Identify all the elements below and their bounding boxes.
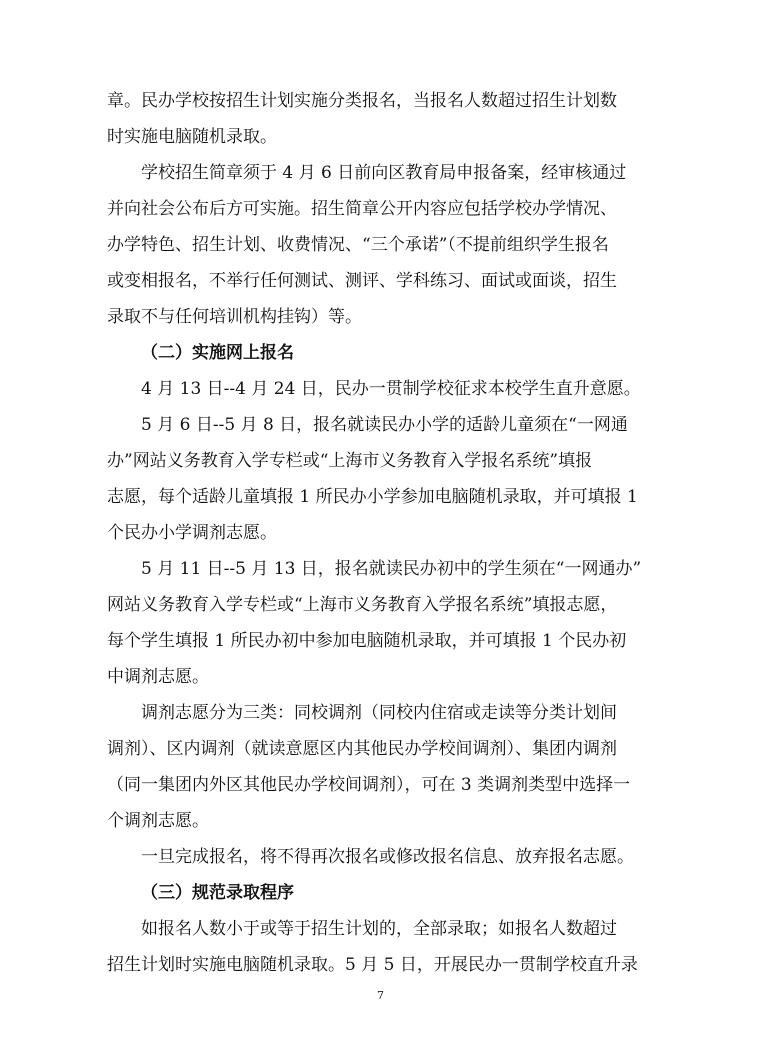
paragraph bbox=[107, 695, 663, 839]
text-line: 章。民办学校按招生计划实施分类报名，当报名人数超过招生计划数 bbox=[107, 91, 617, 111]
page-number: 7 bbox=[377, 989, 384, 1002]
text-line: 如报名人数小于或等于招生计划的，全部录取；如报名人数超过 bbox=[141, 919, 617, 939]
text-line: 或变相报名，不举行任何测试、测评、学科练习、面试或面谈，招生 bbox=[107, 271, 617, 291]
paragraph bbox=[107, 911, 663, 983]
text-line: 并向社会公布后方可实施。招生简章公开内容应包括学校办学情况、 bbox=[107, 199, 617, 219]
text-line: 志愿，每个适龄儿童填报 1 所民办小学参加电脑随机录取，并可填报 1 bbox=[107, 487, 638, 507]
text-line: （同一集团内外区其他民办学校间调剂），可在 3 类调剂类型中选择一 bbox=[107, 775, 631, 795]
text-line: 办”网站义务教育入学专栏或“上海市义务教育入学报名系统”填报 bbox=[107, 451, 593, 471]
text-line: 招生计划时实施电脑随机录取。5 月 5 日，开展民办一贯制学校直升录 bbox=[107, 955, 638, 975]
paragraph bbox=[107, 371, 663, 407]
paragraph bbox=[107, 407, 663, 551]
page-body bbox=[107, 83, 663, 983]
text-line: 调剂）、区内调剂（就读意愿区内其他民办学校间调剂）、集团内调剂 bbox=[107, 739, 617, 759]
section-heading bbox=[107, 875, 663, 911]
text-line: 调剂志愿分为三类：同校调剂（同校内住宿或走读等分类计划间 bbox=[141, 703, 617, 723]
text-line: 一旦完成报名，将不得再次报名或修改报名信息、放弃报名志愿。 bbox=[141, 847, 634, 867]
text-line: 办学特色、招生计划、收费情况、“三个承诺”（不提前组织学生报名 bbox=[107, 235, 609, 255]
text-line: （二）实施网上报名 bbox=[141, 343, 294, 363]
text-line: 中调剂志愿。 bbox=[107, 667, 209, 687]
paragraph bbox=[107, 83, 663, 155]
paragraph bbox=[107, 839, 663, 875]
text-line: 时实施电脑随机录取。 bbox=[107, 127, 277, 147]
text-line: （三）规范录取程序 bbox=[141, 883, 294, 903]
text-line: 录取不与任何培训机构挂钩）等。 bbox=[107, 307, 362, 327]
paragraph bbox=[107, 155, 663, 335]
text-line: 学校招生简章须于 4 月 6 日前向区教育局申报备案，经审核通过 bbox=[141, 163, 627, 183]
text-line: 个调剂志愿。 bbox=[107, 811, 209, 831]
text-line: 网站义务教育入学专栏或“上海市义务教育入学报名系统”填报志愿， bbox=[107, 595, 618, 615]
text-line: 个民办小学调剂志愿。 bbox=[107, 523, 277, 543]
text-line: 5 月 11 日--5 月 13 日，报名就读民办初中的学生须在“一网通办” bbox=[141, 559, 642, 579]
text-line: 4 月 13 日--4 月 24 日，民办一贯制学校征求本校学生直升意愿。 bbox=[141, 379, 641, 399]
text-line: 5 月 6 日--5 月 8 日，报名就读民办小学的适龄儿童须在“一网通 bbox=[141, 415, 628, 435]
text-line: 每个学生填报 1 所民办初中参加电脑随机录取，并可填报 1 个民办初 bbox=[107, 631, 627, 651]
paragraph bbox=[107, 551, 663, 695]
section-heading bbox=[107, 335, 663, 371]
